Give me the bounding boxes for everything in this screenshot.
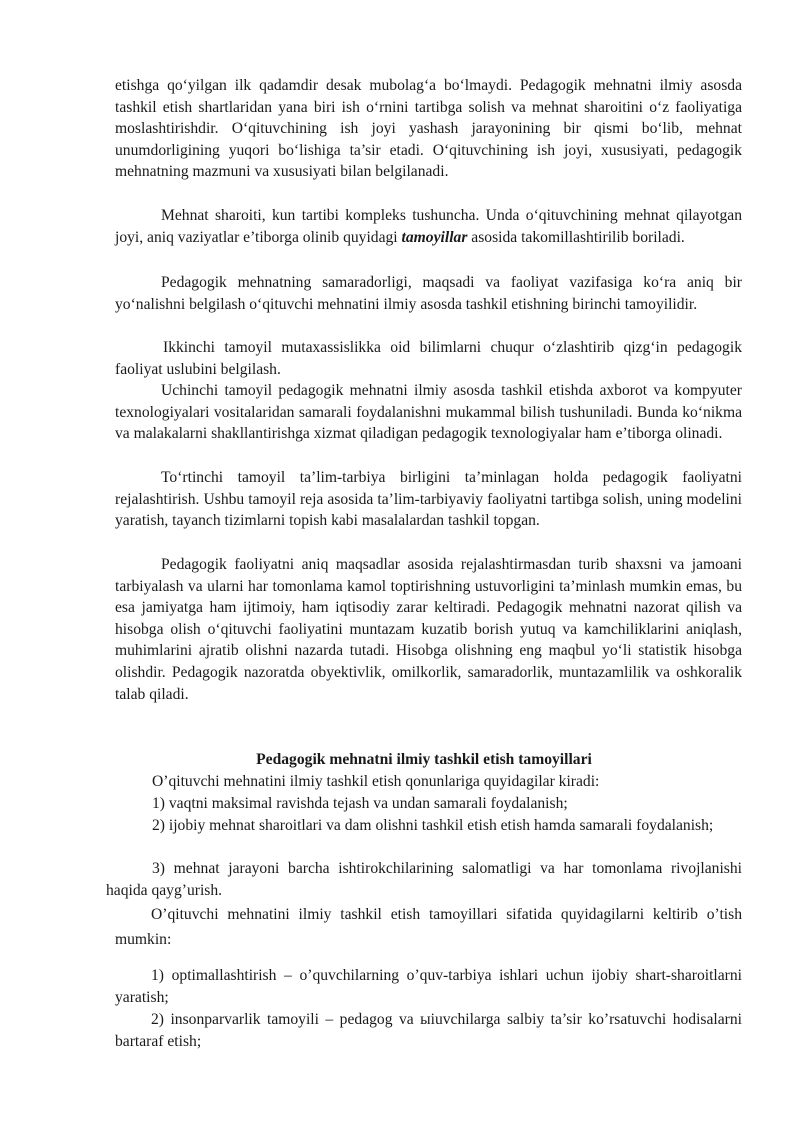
paragraph-6: To‘rtinchi tamoyil ta’lim-tarbiya birligini ta’minlagan holda pedagogik faoliyatni rejalashtirish. Ushbu tamoyil reja asosida ta’lim-tarbiyaviy faoliyatni tartibga solish, uning modelini yaratish, tayanch tizimlarni topish kabi masalalardan tashkil topgan. xyxy=(115,469,742,530)
paragraph-2 xyxy=(115,205,742,248)
paragraph-5: Uchinchi tamoyil pedagogik mehnatni ilmiy asosda tashkil etishda axborot va kompyuter texnologiyalari vositalaridan samarali foydalanishni mukammal bilish tushuniladi. Bunda ko‘nikma va malakalarni shakllantirishga xizmat qiladigan pedagogik texnologiyalar ham e’tiborga olinadi. xyxy=(115,382,742,443)
paragraph-1: etishga qo‘yilgan ilk qadamdir desak mubolag‘a bo‘lmaydi. Pedagogik mehnatni ilmiy asosda tashkil etish shartlaridan yana biri ish o‘rnini tartibga solish va mehnat sharoitini o‘z faoliyatiga moslashtirishdir. O‘qituvchining ish joyi yashash jarayonining bir qismi bo‘lib, mehnat unumdorligining yuqori bo‘lishiga ta’sir etadi. O‘qituvchining ish joyi, xususiyati, pedagogik mehnatning mazmuni va xususiyati bilan belgilanadi. xyxy=(115,77,742,181)
paragraph-7: Pedagogik faoliyatni aniq maqsadlar asosida rejalashtirmasdan turib shaxsni va jamoani tarbiyalash va ularni har tomonlama kamol toptirishning ustuvorligini ta’minlash mumkin emas, bu esa jamiyatga ham ijtimoiy, ham iqtisodiy zarar keltiradi. Pedagogik mehnatni nazorat qilish va hisobga olish o‘qituvchi faoliyatini muntazam kuzatib borish yutuq va kamchiliklarini aniqlash, muhimlarini ajratib olishni nazarda tutadi. Hisobga olishning eng maqbul yo‘li statistik hisobga olishdir. Pedagogik nazoratda obyektivlik, omilkorlik, samaradorlik, muntazamlilik va oshkoralik talab qiladi. xyxy=(115,556,742,703)
paragraph-4: Ikkinchi tamoyil mutaxassislikka oid bilimlarni chuqur o‘zlashtirib qizg‘in pedagogik faoliyat uslubini belgilash. xyxy=(115,339,742,378)
principle-item-2: 2) insonparvarlik tamoyili – pedagog va ыiuvchilarga salbiy ta’sir ko’rsatuvchi hodisalarni bartaraf etish; xyxy=(115,1011,742,1050)
section-intro: O’qituvchi mehnatini ilmiy tashkil etish qonunlariga quyidagilar kiradi: xyxy=(152,773,600,790)
principle-item-1: 1) optimallashtirish – o’quvchilarning o’quv-tarbiya ishlari uchun ijobiy shart-sharoitlarni yaratish; xyxy=(115,967,742,1006)
paragraph-3: Pedagogik mehnatning samaradorligi, maqsadi va faoliyat vazifasiga ko‘ra aniq bir yo‘nalishni belgilash o‘qituvchi mehnatini ilmiy asosda tashkil etishning birinchi tamoyilidir. xyxy=(115,274,742,313)
tamoyillar-emphasis: tamoyillar xyxy=(401,228,468,246)
list-item-2: 2) ijobiy mehnat sharoitlari va dam olishni tashkil etish etish hamda samarali foydalanish; xyxy=(152,817,714,834)
section-heading: Pedagogik mehnatni ilmiy tashkil etish tamoyillari xyxy=(256,751,592,768)
paragraph-2-text-a: Mehnat sharoiti, kun tartibi kompleks tushuncha. Unda o‘qituvchining mehnat qilayotgan joyi, aniq vaziyatlar e’tiborga olinib quyidagi xyxy=(115,207,742,246)
list-item-1: 1) vaqtni maksimal ravishda tejash va undan samarali foydalanish; xyxy=(152,795,568,812)
paragraph-2-text-b: asosida takomillashtirilib boriladi. xyxy=(467,228,685,246)
list-item-3: 3) mehnat jarayoni barcha ishtirokchilarining salomatligi va har tomonlama rivojlanishi haqida qayg’urish. xyxy=(106,860,742,899)
section-intro-2: O’qituvchi mehnatini ilmiy tashkil etish tamoyillari sifatida quyidagilarni keltirib o’tish mumkin: xyxy=(115,906,742,948)
